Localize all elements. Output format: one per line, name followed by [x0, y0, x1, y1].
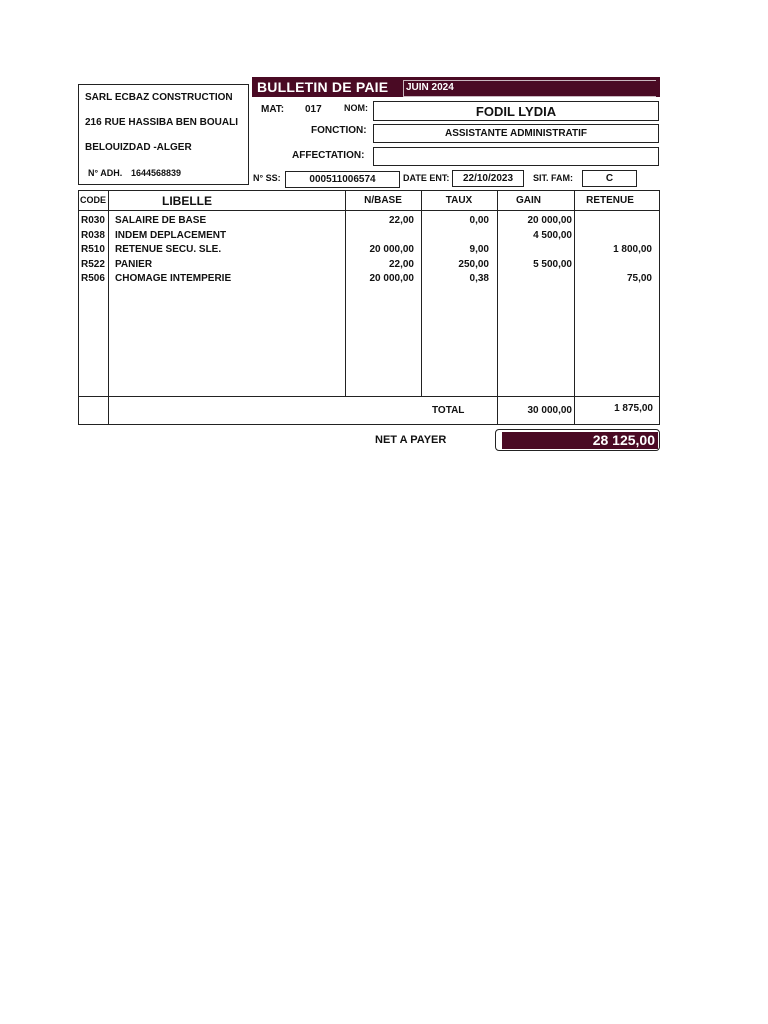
company-adh-value: 1644568839 [131, 168, 182, 178]
row-code: R510 [81, 244, 105, 255]
net-to-pay-label: NET A PAYER [375, 434, 447, 446]
company-address-line1: 216 RUE HASSIBA BEN BOUALI [85, 117, 238, 128]
sit-fam-label: SIT. FAM: [533, 173, 573, 183]
col-header-libelle: LIBELLE [162, 194, 212, 208]
table-header-border [78, 210, 660, 211]
table-top-border [78, 190, 660, 191]
row-gain: 5 500,00 [533, 258, 572, 270]
row-taux: 0,38 [469, 273, 489, 284]
row-libelle: RETENUE SECU. SLE. [115, 244, 222, 255]
row-base: 20 000,00 [369, 273, 414, 284]
page-title: BULLETIN DE PAIE [257, 79, 389, 95]
company-address-line2: BELOUIZDAD -ALGER [85, 142, 192, 153]
row-base: 22,00 [388, 215, 414, 226]
nom-label: NOM: [344, 103, 368, 113]
affectation-label: AFFECTATION: [292, 150, 365, 161]
col-header-retenue: RETENUE [586, 195, 634, 206]
row-code: R506 [81, 273, 105, 284]
row-libelle: CHOMAGE INTEMPERIE [115, 273, 232, 284]
col-header-taux: TAUX [445, 195, 473, 206]
col-header-base: N/BASE [364, 195, 402, 206]
mat-label: MAT: [261, 104, 285, 115]
table-left-border [78, 190, 79, 425]
row-gain: 20 000,00 [527, 215, 572, 226]
row-libelle: INDEM DEPLACEMENT [115, 229, 227, 241]
row-code: R522 [81, 258, 105, 270]
affectation-field [373, 147, 659, 166]
table-total-border [78, 396, 660, 397]
sit-fam-field: C [582, 170, 637, 187]
table-bottom-border [78, 424, 660, 425]
company-name: SARL ECBAZ CONSTRUCTION [85, 92, 233, 103]
row-code: R030 [81, 215, 105, 226]
date-ent-label: DATE ENT: [403, 173, 450, 183]
row-code: R038 [81, 229, 105, 241]
fonction-field: ASSISTANTE ADMINISTRATIF [373, 124, 659, 143]
row-libelle: SALAIRE DE BASE [115, 215, 207, 226]
nom-field: FODIL LYDIA [373, 101, 659, 121]
row-taux: 0,00 [469, 215, 489, 226]
pay-period: JUIN 2024 [406, 82, 454, 93]
row-taux: 9,00 [469, 244, 489, 255]
ss-field: 000511006574 [285, 171, 400, 188]
col-header-gain: GAIN [516, 195, 541, 206]
col-divider-gain [574, 190, 575, 425]
row-base: 20 000,00 [369, 244, 414, 255]
col-header-code: CODE [79, 195, 106, 205]
total-gain: 30 000,00 [527, 405, 572, 416]
row-retenue: 1 800,00 [613, 244, 652, 255]
net-to-pay-value: 28 125,00 [502, 432, 658, 449]
mat-value: 017 [305, 104, 322, 115]
total-retenue: 1 875,00 [614, 403, 653, 414]
col-divider-code [108, 190, 109, 425]
row-retenue: 75,00 [626, 273, 652, 284]
total-label: TOTAL [432, 405, 465, 416]
fonction-label: FONCTION: [311, 125, 367, 136]
ss-label: N° SS: [253, 173, 281, 183]
table-right-border [659, 190, 660, 425]
date-ent-field: 22/10/2023 [452, 170, 524, 187]
row-libelle: PANIER [115, 258, 153, 270]
row-gain: 4 500,00 [533, 229, 572, 241]
row-base: 22,00 [388, 258, 414, 270]
company-adh-label: N° ADH. [88, 168, 123, 178]
row-taux: 250,00 [458, 258, 489, 270]
